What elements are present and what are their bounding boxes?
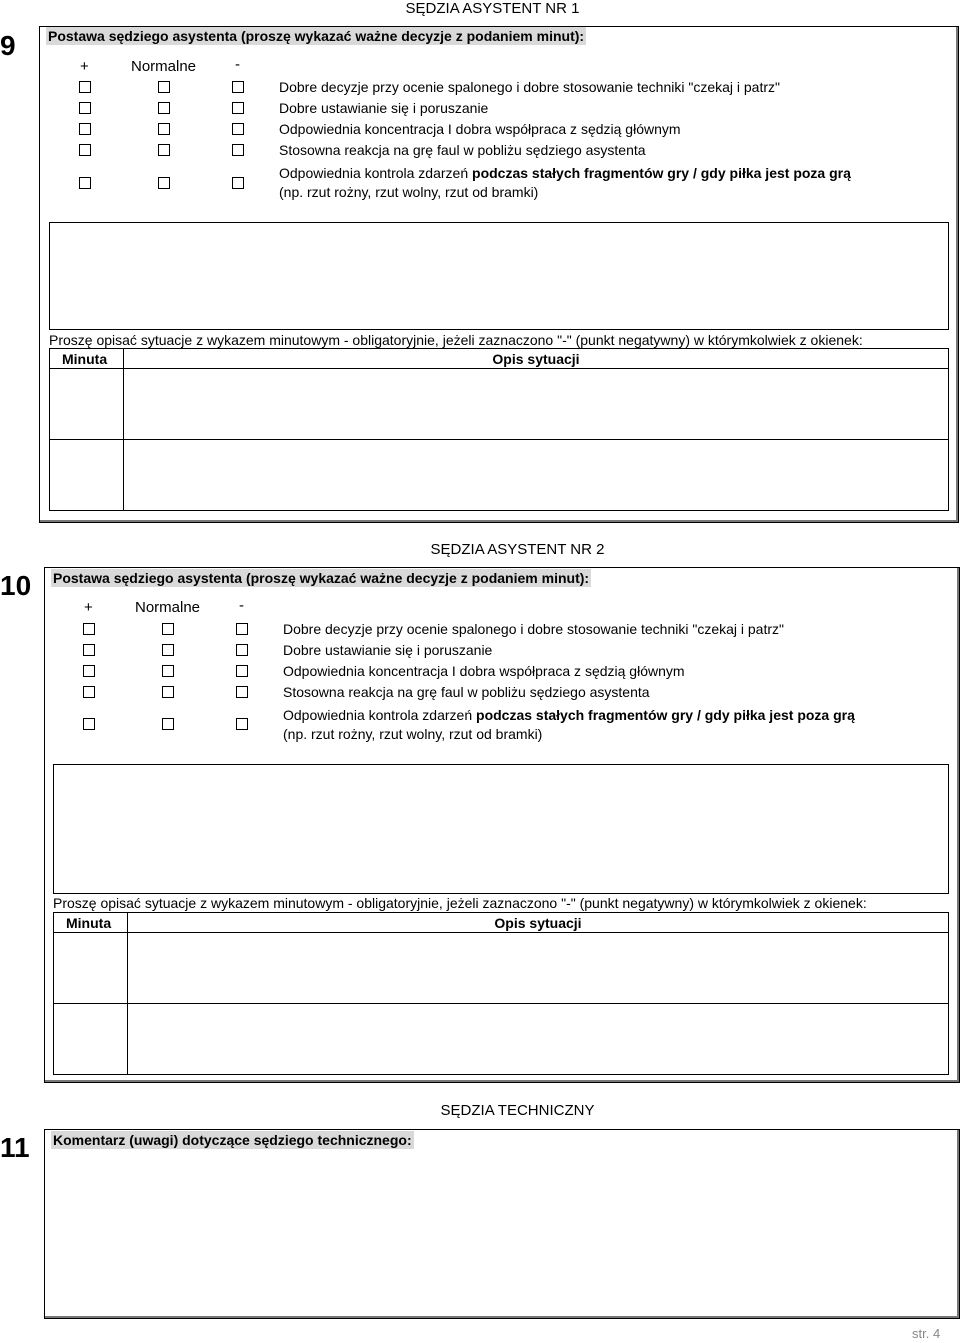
comments-field[interactable]: [49, 222, 949, 330]
checkbox-normal[interactable]: [158, 81, 170, 93]
criterion-text: Dobre decyzje przy ocenie spalonego i dobre stosowanie techniki "czekaj i patrz": [283, 621, 784, 637]
checkbox-minus[interactable]: [236, 623, 248, 635]
section-number: 9: [0, 30, 16, 61]
checkbox-minus[interactable]: [232, 177, 244, 189]
description-column-header: Opis sytuacji: [124, 349, 949, 369]
minute-column-header: Minuta: [54, 913, 128, 933]
checkbox-minus[interactable]: [236, 686, 248, 698]
checkbox-plus[interactable]: [79, 177, 91, 189]
checkbox-plus[interactable]: [79, 144, 91, 156]
section-heading: Komentarz (uwagi) dotyczące sędziego technicznego:: [53, 1132, 412, 1148]
instruction-text: Proszę opisać sytuacje z wykazem minutowym - obligatoryjnie, jeżeli zaznaczono "-" (punkt negatywny) w którymkolwiek z okienek:: [49, 332, 863, 348]
checkbox-minus[interactable]: [236, 665, 248, 677]
criterion-text: Dobre decyzje przy ocenie spalonego i dobre stosowanie techniki "czekaj i patrz": [279, 79, 780, 95]
section-title: SĘDZIA TECHNICZNY: [440, 1102, 595, 1119]
section-number: 11: [0, 1132, 30, 1163]
checkbox-normal[interactable]: [158, 123, 170, 135]
checkbox-plus[interactable]: [83, 718, 95, 730]
rating-normal-label: Normalne: [135, 599, 201, 616]
criterion-text: [279, 164, 851, 182]
checkbox-plus[interactable]: [79, 102, 91, 114]
criterion-text-continuation: (np. rzut rożny, rzut wolny, rzut od bramki): [283, 726, 543, 742]
checkbox-normal[interactable]: [162, 665, 174, 677]
checkbox-plus[interactable]: [83, 623, 95, 635]
page-number: str. 4: [912, 1326, 941, 1341]
checkbox-plus[interactable]: [83, 665, 95, 677]
criterion-text-normal: Odpowiednia kontrola zdarzeń: [279, 165, 473, 181]
criterion-text: Stosowna reakcja na grę faul w pobliżu sędziego asystenta: [283, 684, 650, 700]
criterion-text-continuation: (np. rzut rożny, rzut wolny, rzut od bramki): [279, 184, 539, 200]
criterion-text: Odpowiednia koncentracja I dobra współpraca z sędzią głównym: [279, 121, 681, 137]
checkbox-plus[interactable]: [79, 81, 91, 93]
description-cell[interactable]: [124, 440, 949, 511]
criterion-text-normal: Odpowiednia kontrola zdarzeń: [283, 707, 477, 723]
minute-table: [53, 912, 949, 1075]
minute-cell[interactable]: [50, 369, 124, 440]
checkbox-minus[interactable]: [236, 644, 248, 656]
criterion-text: [283, 706, 855, 724]
minute-cell[interactable]: [54, 1004, 128, 1075]
rating-plus-label: +: [80, 58, 89, 75]
criterion-text: Dobre ustawianie się i poruszanie: [283, 642, 493, 658]
checkbox-normal[interactable]: [162, 718, 174, 730]
comments-field[interactable]: [53, 764, 949, 894]
checkbox-plus[interactable]: [83, 686, 95, 698]
checkbox-normal[interactable]: [158, 102, 170, 114]
section-title: SĘDZIA ASYSTENT NR 2: [430, 541, 605, 558]
description-cell[interactable]: [128, 933, 949, 1004]
minute-cell[interactable]: [50, 440, 124, 511]
minute-column-header: Minuta: [50, 349, 124, 369]
section-heading: Postawa sędziego asystenta (proszę wykazać ważne decyzje z podaniem minut):: [53, 570, 590, 586]
rating-minus-label: -: [235, 56, 240, 73]
section-panel[interactable]: [44, 1129, 960, 1319]
checkbox-minus[interactable]: [236, 718, 248, 730]
checkbox-minus[interactable]: [232, 144, 244, 156]
checkbox-plus[interactable]: [83, 644, 95, 656]
section-heading: Postawa sędziego asystenta (proszę wykazać ważne decyzje z podaniem minut):: [48, 28, 585, 44]
criterion-text-bold: podczas stałych fragmentów gry / gdy piłka jest poza grą: [476, 707, 855, 723]
checkbox-minus[interactable]: [232, 81, 244, 93]
description-column-header: Opis sytuacji: [128, 913, 949, 933]
rating-minus-label: -: [239, 597, 244, 614]
checkbox-normal[interactable]: [162, 623, 174, 635]
checkbox-normal[interactable]: [158, 177, 170, 189]
rating-normal-label: Normalne: [131, 58, 197, 75]
criterion-text: Odpowiednia koncentracja I dobra współpraca z sędzią głównym: [283, 663, 685, 679]
description-cell[interactable]: [128, 1004, 949, 1075]
description-cell[interactable]: [124, 369, 949, 440]
minute-table: [49, 348, 949, 511]
checkbox-minus[interactable]: [232, 123, 244, 135]
section-title: SĘDZIA ASYSTENT NR 1: [405, 0, 580, 17]
minute-cell[interactable]: [54, 933, 128, 1004]
criterion-text-bold: podczas stałych fragmentów gry / gdy piłka jest poza grą: [472, 165, 851, 181]
checkbox-minus[interactable]: [232, 102, 244, 114]
checkbox-normal[interactable]: [158, 144, 170, 156]
rating-plus-label: +: [84, 599, 93, 616]
criterion-text: Dobre ustawianie się i poruszanie: [279, 100, 489, 116]
checkbox-normal[interactable]: [162, 686, 174, 698]
checkbox-normal[interactable]: [162, 644, 174, 656]
checkbox-plus[interactable]: [79, 123, 91, 135]
instruction-text: Proszę opisać sytuacje z wykazem minutowym - obligatoryjnie, jeżeli zaznaczono "-" (punkt negatywny) w którymkolwiek z okienek:: [53, 895, 867, 911]
section-number: 10: [0, 570, 32, 601]
criterion-text: Stosowna reakcja na grę faul w pobliżu sędziego asystenta: [279, 142, 646, 158]
